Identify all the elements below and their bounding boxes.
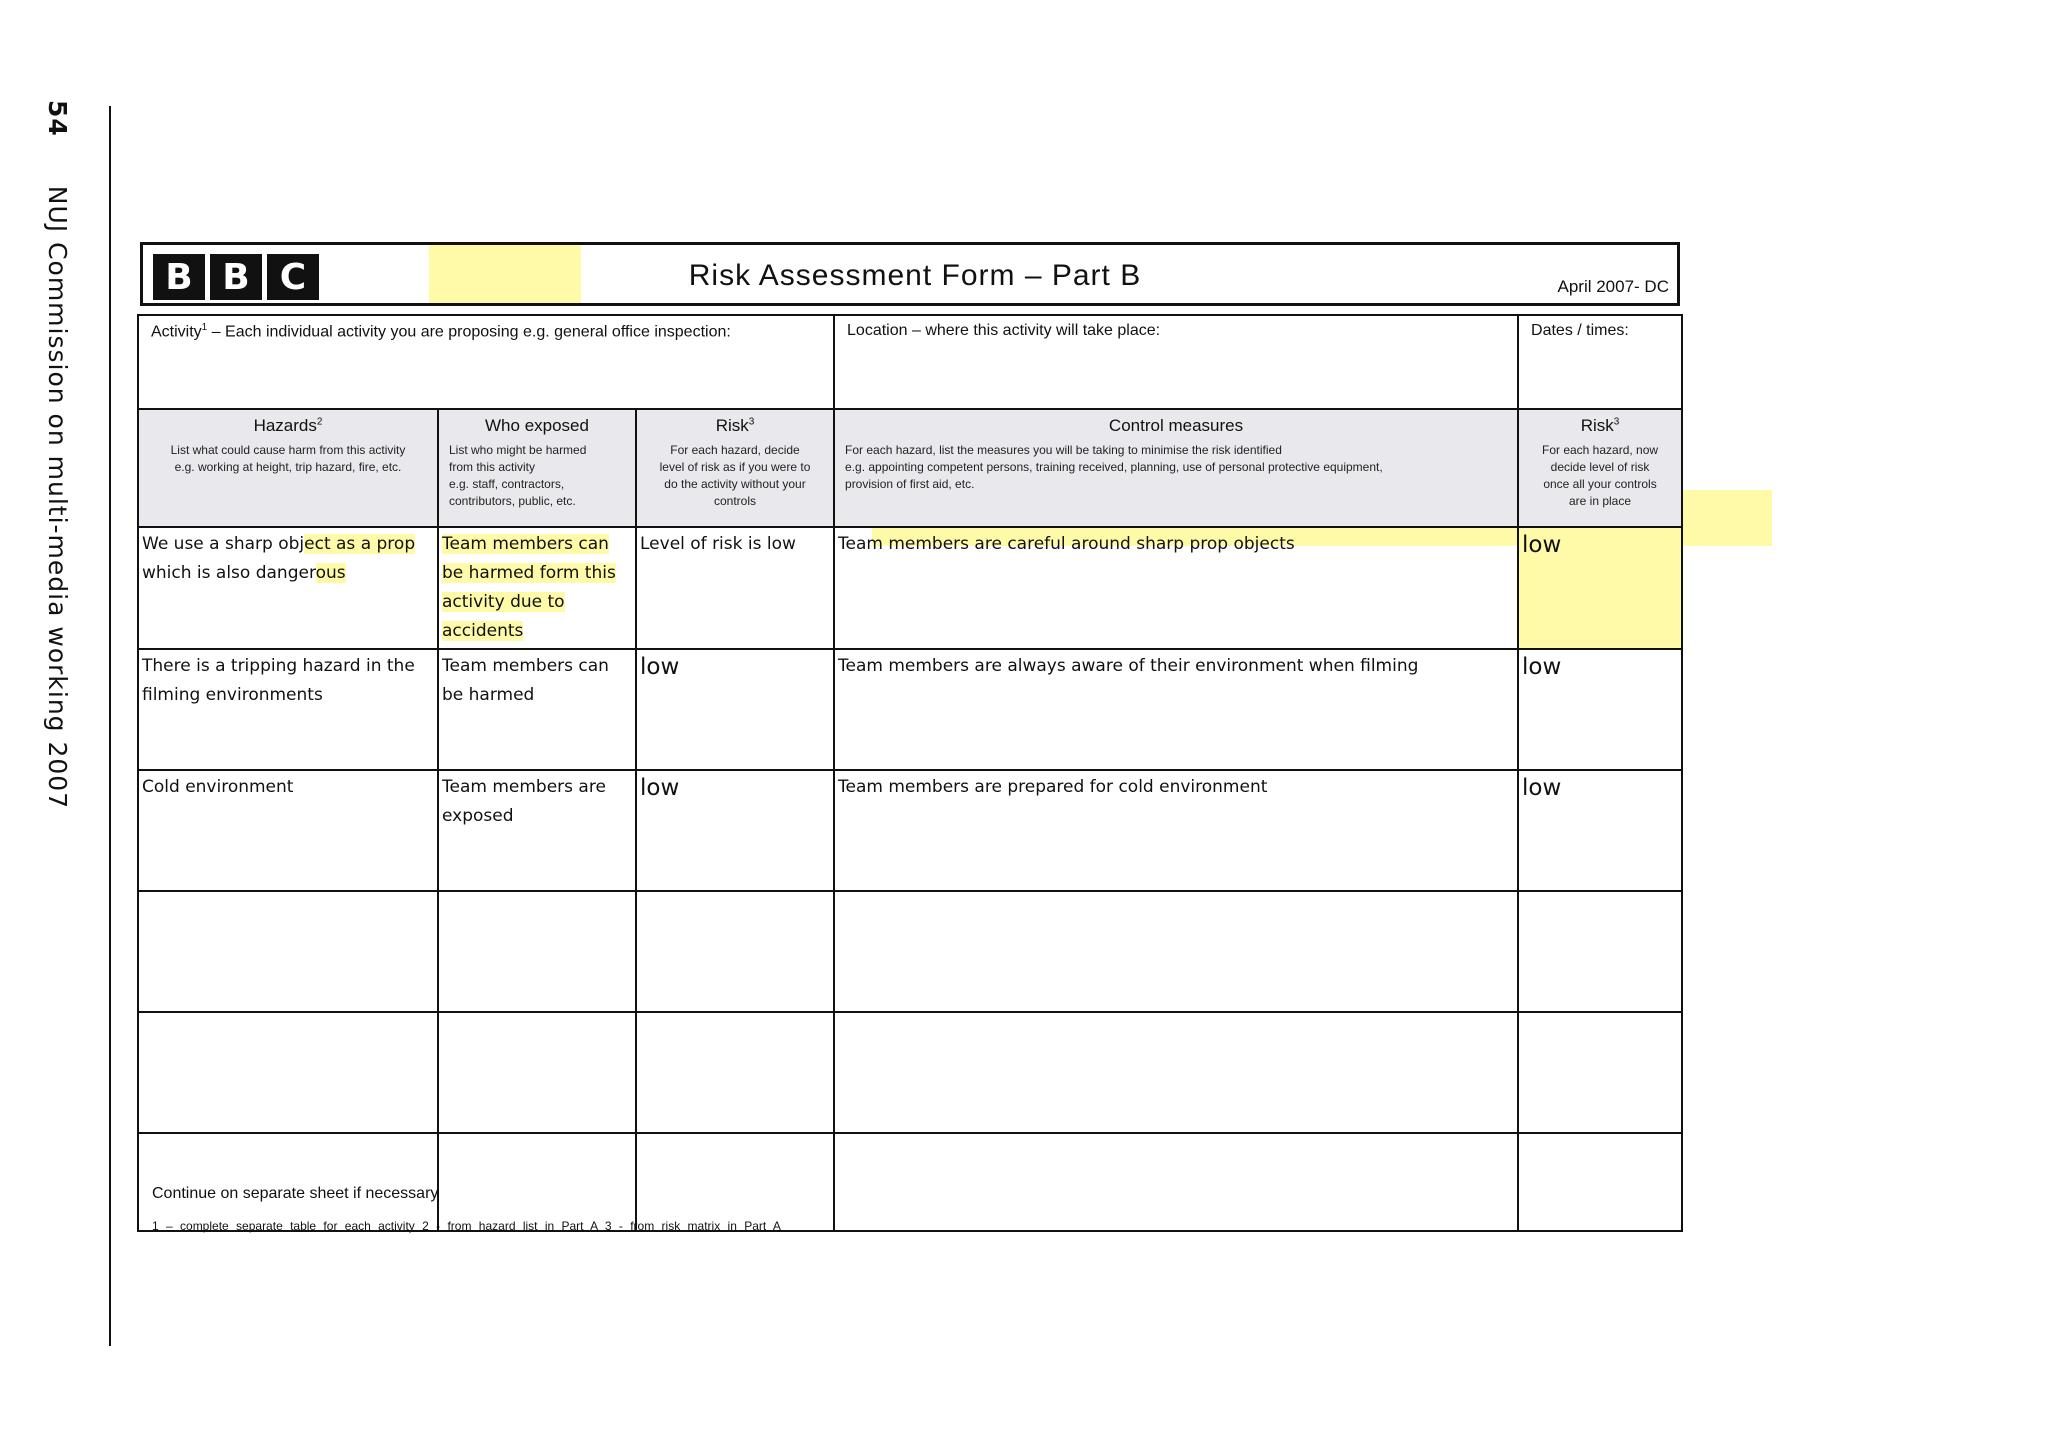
col-risk-after: Risk$^3$ For each hazard, now decide level of risk once all your controls are in place	[1518, 409, 1682, 527]
control-cell[interactable]	[834, 891, 1518, 1012]
logo-block-2: B	[210, 254, 262, 300]
column-header-row	[138, 409, 1682, 527]
col-risk-before: Risk$^3$ For each hazard, decide level of risk as if you were to do the activity without your controls	[636, 409, 834, 527]
risk-after-cell[interactable]	[1518, 891, 1682, 1012]
who-cell[interactable]: Team members are exposed	[438, 770, 636, 891]
risk-after-cell[interactable]	[1518, 1133, 1682, 1231]
table-row	[138, 1133, 1682, 1231]
risk-cell[interactable]: low	[636, 649, 834, 770]
who-cell[interactable]	[438, 1133, 636, 1231]
hazard-cell[interactable]	[138, 891, 438, 1012]
side-caption	[43, 100, 72, 809]
top-row	[138, 315, 1682, 409]
control-cell[interactable]	[834, 1133, 1518, 1231]
hazard-cell[interactable]: Cold environment	[138, 770, 438, 891]
publication-title: NUJ Commission on multi-media working 2007	[43, 185, 72, 810]
hazard-cell[interactable]	[138, 1133, 438, 1231]
hazard-cell[interactable]: There is a tripping hazard in the filming environments	[138, 649, 438, 770]
risk-after-cell[interactable]	[1518, 1012, 1682, 1133]
risk-cell[interactable]: low	[636, 770, 834, 891]
risk-cell[interactable]	[636, 1133, 834, 1231]
logo-block-3: C	[267, 254, 319, 300]
form-date: April 2007- DC	[1557, 277, 1669, 296]
control-cell[interactable]: Team members are careful around sharp prop objects	[834, 527, 1518, 649]
risk-after-cell[interactable]: low	[1518, 770, 1682, 891]
col-control-measures: Control measures For each hazard, list the measures you will be taking to minimise the risk identified e.g. appointing competent persons, training received, planning, use of personal protective equipment, provision of first aid, etc.	[834, 409, 1518, 527]
table-row	[138, 891, 1682, 1012]
hazard-cell[interactable]: We use a sharp object as a prop which is also dangerous	[138, 527, 438, 649]
activity-field[interactable]: Activity$^1$ – Each individual activity you are proposing e.g. general office inspection:	[138, 315, 834, 409]
risk-cell[interactable]	[636, 891, 834, 1012]
logo-block-1: B	[153, 254, 205, 300]
control-cell[interactable]	[834, 1012, 1518, 1133]
col-hazards: Hazards$^2$ List what could cause harm from this activity e.g. working at height, trip hazard, fire, etc.	[138, 409, 438, 527]
risk-after-cell[interactable]: low	[1518, 649, 1682, 770]
form-header	[140, 242, 1680, 306]
location-field[interactable]: Location – where this activity will take place:	[834, 315, 1518, 409]
control-cell[interactable]: Team members are prepared for cold environment	[834, 770, 1518, 891]
risk-cell[interactable]: Level of risk is low	[636, 527, 834, 649]
risk-table	[137, 314, 1683, 1232]
table-row	[138, 770, 1682, 891]
who-cell[interactable]: Team members can be harmed	[438, 649, 636, 770]
footnotes: 1 – complete separate table for each activity 2 - from hazard list in Part A 3 - from risk matrix in Part A	[152, 1219, 781, 1233]
page-number: 54	[43, 100, 72, 137]
side-rule	[109, 106, 111, 1346]
continue-note: Continue on separate sheet if necessary	[152, 1185, 439, 1202]
who-cell[interactable]: Team members can be harmed form this activity due to accidents	[438, 527, 636, 649]
dates-field[interactable]: Dates / times:	[1518, 315, 1682, 409]
table-row	[138, 1012, 1682, 1133]
who-cell[interactable]	[438, 1012, 636, 1133]
col-who-exposed: Who exposed List who might be harmed from this activity e.g. staff, contractors, contributors, public, etc.	[438, 409, 636, 527]
who-cell[interactable]	[438, 891, 636, 1012]
table-row	[138, 527, 1682, 649]
table-row	[138, 649, 1682, 770]
risk-after-cell[interactable]: low	[1518, 527, 1682, 649]
risk-cell[interactable]	[636, 1012, 834, 1133]
form-title: Risk Assessment Form – Part B	[688, 259, 1142, 292]
control-cell[interactable]: Team members are always aware of their environment when filming	[834, 649, 1518, 770]
hazard-cell[interactable]	[138, 1012, 438, 1133]
